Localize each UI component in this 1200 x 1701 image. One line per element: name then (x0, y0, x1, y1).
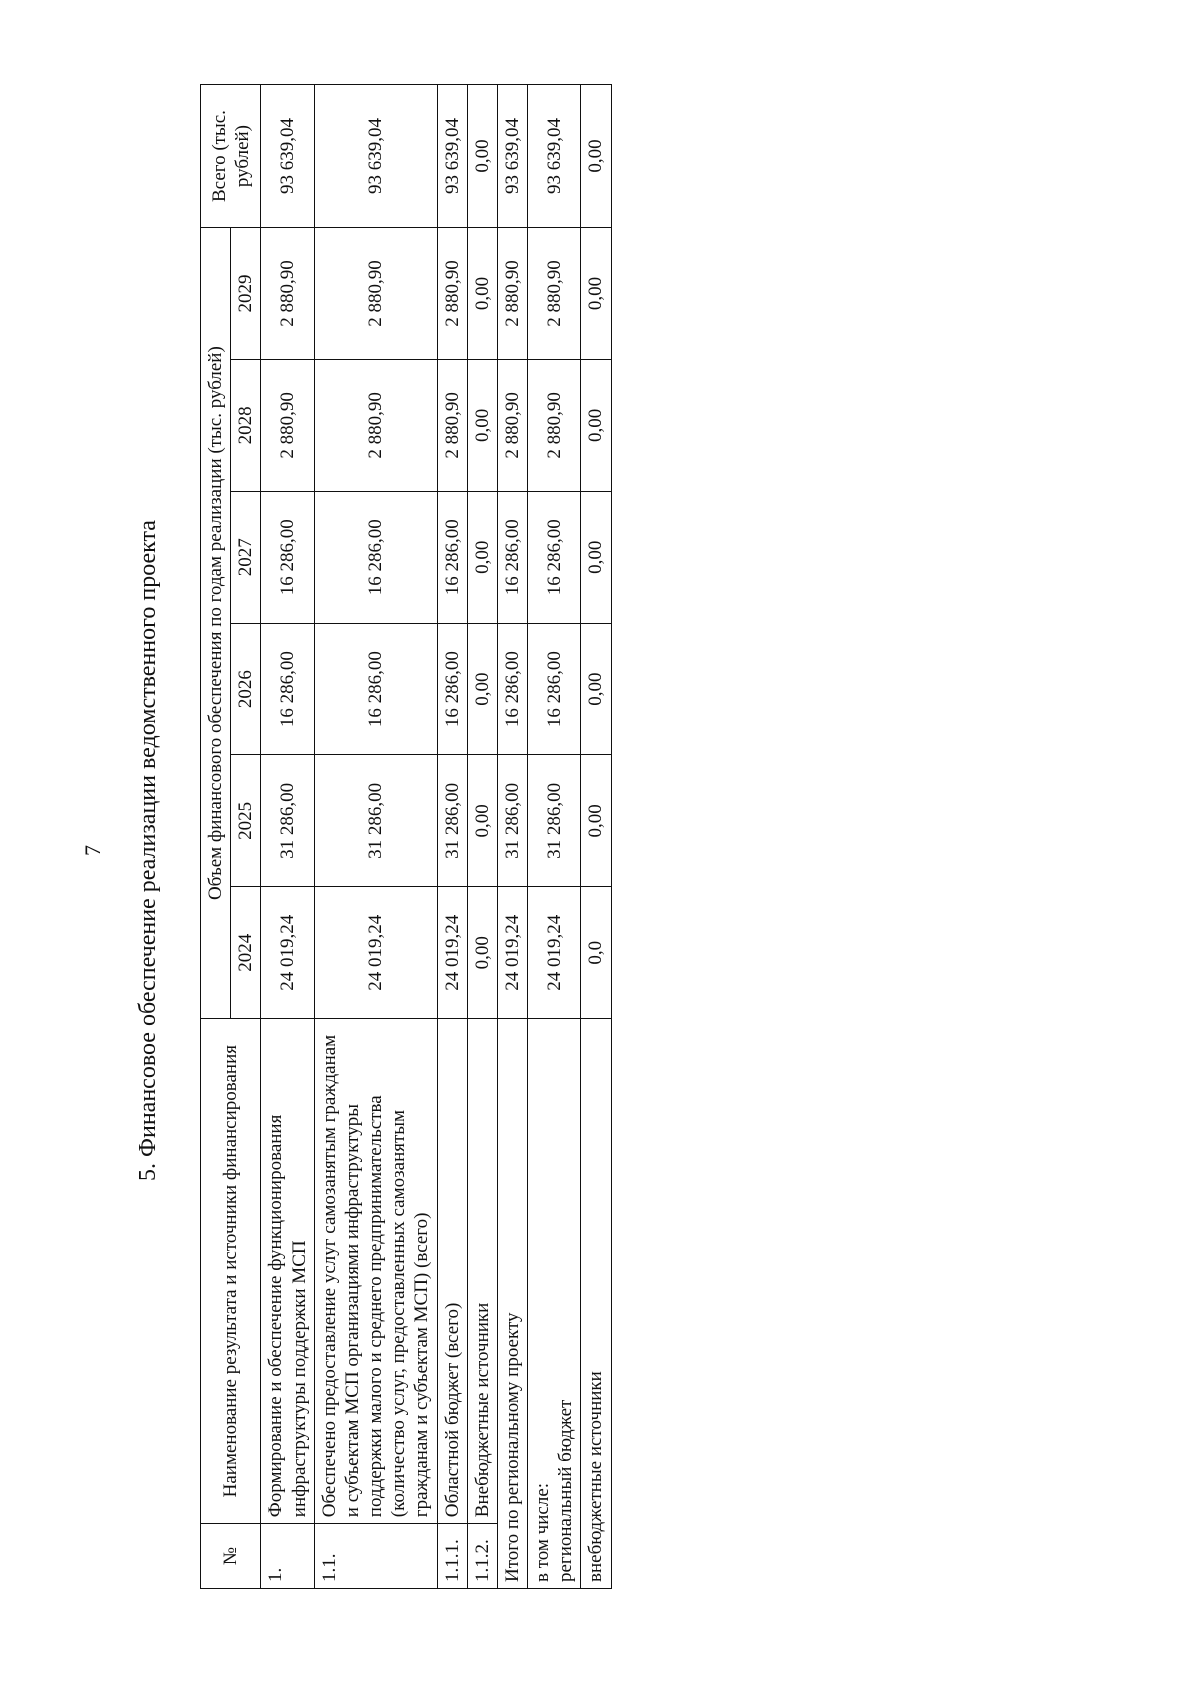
total-cell: 0,00 (467, 85, 497, 228)
value-cell: 16 286,00 (497, 623, 527, 755)
value-cell: 24 019,24 (314, 887, 437, 1019)
value-cell: 31 286,00 (261, 755, 314, 887)
value-cell: 2 880,90 (261, 228, 314, 360)
header-row-1 (201, 85, 231, 1589)
total-cell: 93 639,04 (528, 85, 581, 228)
value-cell: 0,00 (467, 755, 497, 887)
value-cell: 2 880,90 (314, 359, 437, 491)
value-cell: 16 286,00 (314, 491, 437, 623)
value-cell: 16 286,00 (261, 623, 314, 755)
value-cell: 0,00 (467, 228, 497, 360)
value-cell: 24 019,24 (261, 887, 314, 1019)
including-label: в том числе: (532, 1482, 554, 1582)
value-cell: 16 286,00 (528, 491, 581, 623)
table-row (261, 85, 314, 1589)
value-cell: 0,00 (467, 623, 497, 755)
value-cell: 16 286,00 (261, 491, 314, 623)
value-cell: 16 286,00 (437, 491, 467, 623)
value-cell: 0,00 (467, 491, 497, 623)
col-name-header: Наименование результата и источники финансирования (201, 1019, 261, 1524)
row-name: Областной бюджет (всего) (437, 1019, 467, 1524)
value-cell: 0,0 (581, 887, 611, 1019)
value-cell: 16 286,00 (437, 623, 467, 755)
table-row (314, 85, 437, 1589)
value-cell: 0,00 (467, 887, 497, 1019)
value-cell: 16 286,00 (314, 623, 437, 755)
year-header: 2028 (231, 359, 261, 491)
row-number: 1.1.1. (437, 1524, 467, 1589)
value-cell: 31 286,00 (314, 755, 437, 887)
year-header: 2027 (231, 491, 261, 623)
summary-total-row (497, 85, 527, 1589)
year-header: 2024 (231, 887, 261, 1019)
value-cell: 0,00 (581, 228, 611, 360)
value-cell: 2 880,90 (437, 228, 467, 360)
value-cell: 2 880,90 (314, 228, 437, 360)
year-header: 2025 (231, 755, 261, 887)
volume-group-header: Объем финансового обеспечения по годам реализации (тыс. рублей) (201, 228, 231, 1019)
value-cell: 24 019,24 (437, 887, 467, 1019)
value-cell: 24 019,24 (497, 887, 527, 1019)
total-cell: 93 639,04 (497, 85, 527, 228)
total-cell: 93 639,04 (261, 85, 314, 228)
row-name: Внебюджетные источники (467, 1019, 497, 1524)
section-title: 5. Финансовое обеспечение реализации ведомственного проекта (135, 520, 161, 1181)
total-cell: 0,00 (581, 85, 611, 228)
year-header: 2029 (231, 228, 261, 360)
value-cell: 31 286,00 (528, 755, 581, 887)
table-row (437, 85, 467, 1589)
row-number: 1.1. (314, 1524, 437, 1589)
row-number: 1. (261, 1524, 314, 1589)
page-number: 7 (80, 845, 105, 856)
value-cell: 31 286,00 (437, 755, 467, 887)
value-cell: 0,00 (581, 755, 611, 887)
value-cell: 16 286,00 (528, 623, 581, 755)
regional-budget-label: региональный бюджет (555, 1399, 577, 1582)
row-name: Обеспечено предоставление услуг самозанятым гражданам и субъектам МСП организациями инфраструктуры поддержки малого и среднего предпринимательства (количество услуг, предоставленных самозанятым гражданам и субъектам МСП) (всего) (314, 1019, 437, 1524)
value-cell: 2 880,90 (261, 359, 314, 491)
value-cell: 0,00 (581, 491, 611, 623)
summary-regional-row (528, 85, 581, 1589)
value-cell: 2 880,90 (497, 359, 527, 491)
total-cell: 93 639,04 (437, 85, 467, 228)
year-header: 2026 (231, 623, 261, 755)
value-cell: 2 880,90 (528, 359, 581, 491)
value-cell: 2 880,90 (528, 228, 581, 360)
value-cell: 2 880,90 (437, 359, 467, 491)
table-row (467, 85, 497, 1589)
value-cell: 24 019,24 (528, 887, 581, 1019)
summary-extrabudget-row (581, 85, 611, 1589)
summary-regional-label (528, 1019, 581, 1589)
summary-extrabudget-label: внебюджетные источники (581, 1019, 611, 1589)
value-cell: 31 286,00 (497, 755, 527, 887)
row-number: 1.1.2. (467, 1524, 497, 1589)
col-number-header: № (201, 1524, 261, 1589)
total-cell: 93 639,04 (314, 85, 437, 228)
value-cell: 0,00 (581, 359, 611, 491)
col-total-header: Всего (тыс. рублей) (201, 85, 261, 228)
value-cell: 0,00 (467, 359, 497, 491)
value-cell: 2 880,90 (497, 228, 527, 360)
value-cell: 0,00 (581, 623, 611, 755)
value-cell: 16 286,00 (497, 491, 527, 623)
row-name: Формирование и обеспечение функционирования инфраструктуры поддержки МСП (261, 1019, 314, 1524)
summary-total-label: Итого по региональному проекту (497, 1019, 527, 1589)
financing-table (200, 84, 612, 1589)
